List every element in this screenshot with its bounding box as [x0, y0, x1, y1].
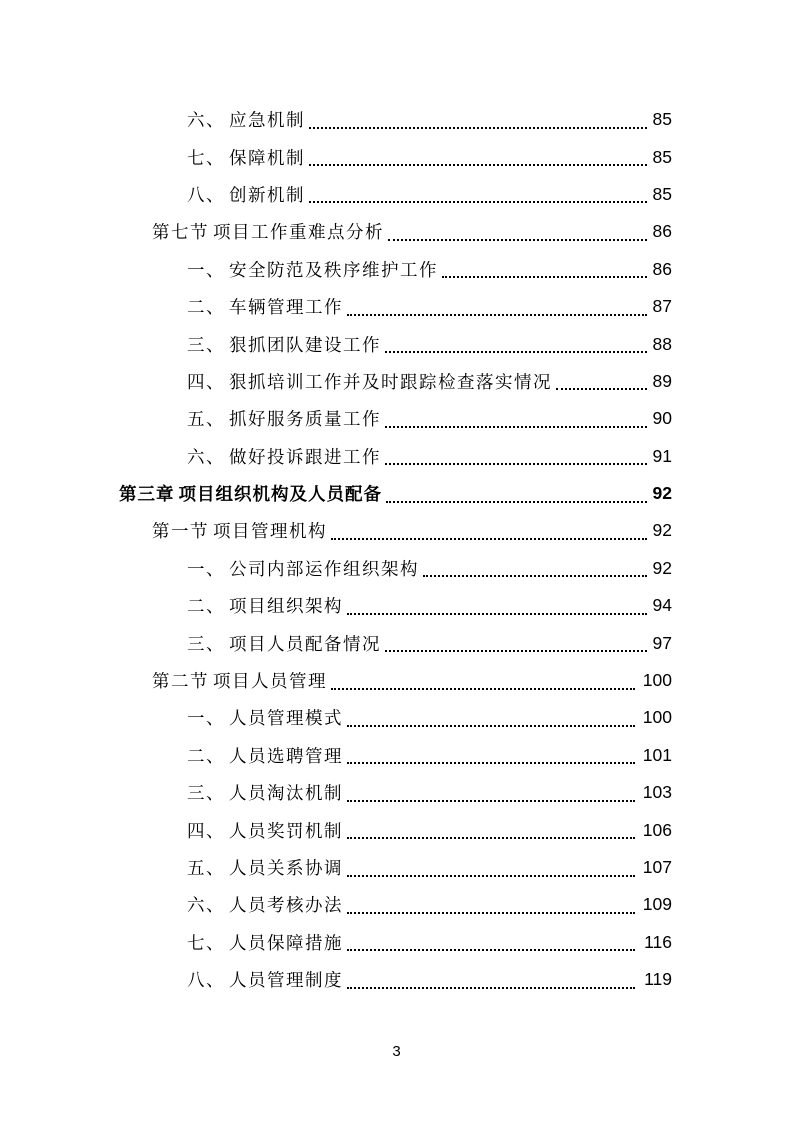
toc-entry-page: 100 [642, 707, 672, 728]
toc-section-entry[interactable] [0, 213, 793, 250]
dot-leader [309, 191, 647, 203]
toc-entry-title [187, 593, 343, 618]
toc-entry-text: 人员选聘管理 [229, 746, 343, 767]
table-of-contents [0, 101, 793, 998]
toc-item-entry[interactable] [0, 400, 793, 437]
toc-entry-number: 七、 [187, 933, 225, 954]
toc-entry-number: 第一节 [152, 522, 209, 543]
toc-entry-title [187, 705, 343, 730]
toc-item-entry[interactable] [0, 138, 793, 175]
dot-leader [442, 266, 647, 278]
toc-entry-text: 创新机制 [229, 185, 305, 206]
toc-entry-text: 保障机制 [229, 148, 305, 169]
toc-entry-text: 应急机制 [229, 111, 305, 132]
toc-entry-page: 85 [652, 146, 672, 167]
page-number: 3 [392, 1043, 401, 1060]
toc-entry-page: 94 [652, 595, 672, 616]
toc-entry-page: 107 [642, 857, 672, 877]
toc-entry-title [187, 257, 438, 282]
toc-entry-text: 安全防范及秩序维护工作 [229, 260, 438, 281]
toc-item-entry[interactable] [0, 624, 793, 661]
toc-entry-title [187, 743, 343, 768]
toc-item-entry[interactable] [0, 699, 793, 736]
toc-entry-number: 第三章 [119, 485, 175, 506]
toc-entry-number: 一、 [187, 260, 225, 281]
toc-entry-text: 人员考核办法 [229, 896, 343, 917]
toc-entry-title [187, 444, 381, 469]
toc-entry-page: 91 [652, 445, 672, 466]
toc-entry-number: 八、 [187, 185, 225, 206]
toc-entry-title [152, 668, 327, 693]
toc-entry-page: 109 [642, 894, 672, 915]
toc-entry-title [187, 332, 381, 357]
toc-entry-title [187, 967, 343, 992]
dot-leader [385, 416, 647, 428]
toc-entry-text: 项目人员管理 [213, 672, 327, 693]
toc-entry-title [187, 369, 552, 394]
toc-item-entry[interactable] [0, 886, 793, 923]
toc-entry-text: 项目人员配备情况 [229, 634, 381, 655]
toc-entry-number: 五、 [187, 410, 225, 431]
toc-entry-page: 88 [652, 333, 672, 354]
toc-entry-title [187, 107, 305, 132]
toc-item-entry[interactable] [0, 550, 793, 587]
toc-entry-number: 六、 [187, 447, 225, 468]
dot-leader [347, 790, 635, 802]
dot-leader [385, 453, 647, 465]
toc-entry-text: 项目管理机构 [213, 522, 327, 543]
toc-entry-page: 116 [644, 931, 672, 952]
toc-item-entry[interactable] [0, 325, 793, 362]
toc-entry-number: 四、 [187, 821, 225, 842]
toc-entry-number: 第七节 [152, 223, 209, 244]
toc-item-entry[interactable] [0, 363, 793, 400]
toc-entry-title [152, 219, 384, 244]
toc-entry-title [187, 818, 343, 843]
toc-entry-title [187, 556, 419, 581]
toc-entry-text: 项目组织机构及人员配备 [178, 485, 382, 506]
toc-entry-page: 101 [642, 744, 672, 765]
toc-entry-text: 狠抓培训工作并及时跟踪检查落实情况 [229, 372, 552, 393]
toc-entry-title [187, 780, 343, 805]
toc-entry-number: 四、 [187, 372, 225, 393]
toc-entry-title [187, 930, 343, 955]
toc-item-entry[interactable] [0, 101, 793, 138]
toc-section-entry[interactable] [0, 512, 793, 549]
toc-item-entry[interactable] [0, 251, 793, 288]
toc-item-entry[interactable] [0, 849, 793, 886]
toc-entry-text: 人员奖罚机制 [229, 821, 343, 842]
toc-entry-page: 97 [652, 632, 672, 653]
dot-leader [347, 902, 635, 914]
toc-entry-number: 六、 [187, 896, 225, 917]
dot-leader [331, 528, 647, 540]
dot-leader [385, 341, 647, 353]
toc-entry-number: 二、 [187, 298, 225, 319]
toc-entry-number: 三、 [187, 335, 225, 356]
toc-entry-text: 狠抓团队建设工作 [229, 335, 381, 356]
dot-leader [347, 827, 635, 839]
dot-leader [385, 640, 647, 652]
toc-entry-text: 车辆管理工作 [229, 298, 343, 319]
toc-entry-number: 六、 [187, 111, 225, 132]
toc-entry-number: 一、 [187, 709, 225, 730]
toc-item-entry[interactable] [0, 176, 793, 213]
toc-entry-number: 三、 [187, 634, 225, 655]
dot-leader [347, 752, 635, 764]
toc-entry-number: 二、 [187, 597, 225, 618]
toc-entry-title [187, 145, 305, 170]
toc-entry-page: 119 [644, 969, 672, 990]
toc-entry-text: 人员保障措施 [229, 933, 343, 954]
toc-entry-number: 七、 [187, 148, 225, 169]
toc-entry-title [187, 294, 343, 319]
dot-leader [331, 678, 635, 690]
dot-leader [388, 229, 647, 241]
toc-entry-title [152, 518, 327, 543]
toc-entry-text: 项目组织架构 [229, 597, 343, 618]
toc-entry-text: 做好投诉跟进工作 [229, 447, 381, 468]
toc-entry-page: 85 [652, 183, 672, 204]
toc-item-entry[interactable] [0, 774, 793, 811]
toc-entry-page: 85 [652, 109, 672, 130]
toc-entry-page: 86 [652, 258, 672, 279]
toc-entry-title [187, 631, 381, 656]
toc-section-entry[interactable] [0, 662, 793, 699]
toc-entry-number: 五、 [187, 859, 225, 879]
toc-entry-number: 二、 [187, 746, 225, 767]
toc-entry-title [187, 182, 305, 207]
toc-entry-text: 人员管理模式 [229, 709, 343, 730]
toc-item-entry[interactable] [0, 737, 793, 774]
toc-entry-page: 92 [652, 483, 672, 504]
toc-item-entry[interactable] [0, 961, 793, 998]
dot-leader [309, 154, 647, 166]
toc-entry-page: 92 [652, 557, 672, 578]
toc-entry-number: 一、 [187, 559, 225, 580]
toc-entry-number: 八、 [187, 971, 225, 992]
dot-leader [347, 865, 635, 877]
toc-entry-title [187, 406, 381, 431]
dot-leader [347, 939, 635, 951]
toc-entry-page: 103 [642, 782, 672, 803]
toc-item-entry[interactable] [0, 438, 793, 475]
toc-item-entry[interactable] [0, 587, 793, 624]
toc-entry-text: 项目工作重难点分析 [213, 223, 384, 244]
toc-entry-text: 抓好服务质量工作 [229, 410, 381, 431]
toc-entry-page: 89 [652, 370, 672, 391]
toc-entry-page: 87 [652, 296, 672, 317]
toc-entry-title [119, 481, 382, 506]
toc-item-entry[interactable] [0, 288, 793, 325]
toc-entry-page: 106 [642, 819, 672, 840]
toc-entry-title [187, 855, 343, 880]
toc-entry-text: 人员淘汰机制 [229, 784, 343, 805]
toc-item-entry[interactable] [0, 811, 793, 848]
toc-chapter-entry[interactable] [0, 475, 793, 512]
toc-entry-text: 人员关系协调 [229, 859, 343, 879]
toc-entry-text: 人员管理制度 [229, 971, 343, 992]
toc-entry-page: 100 [642, 670, 672, 691]
dot-leader [347, 977, 635, 989]
toc-entry-number: 第二节 [152, 672, 209, 693]
toc-entry-page: 90 [652, 408, 672, 429]
dot-leader [423, 565, 647, 577]
toc-entry-page: 86 [652, 221, 672, 242]
dot-leader [556, 378, 647, 390]
dot-leader [386, 491, 647, 503]
toc-entry-title [187, 892, 343, 917]
toc-item-entry[interactable] [0, 924, 793, 961]
dot-leader [347, 715, 635, 727]
dot-leader [347, 304, 647, 316]
dot-leader [347, 603, 647, 615]
toc-entry-number: 三、 [187, 784, 225, 805]
toc-entry-text: 公司内部运作组织架构 [229, 559, 419, 580]
toc-entry-page: 92 [652, 520, 672, 541]
dot-leader [309, 117, 647, 129]
